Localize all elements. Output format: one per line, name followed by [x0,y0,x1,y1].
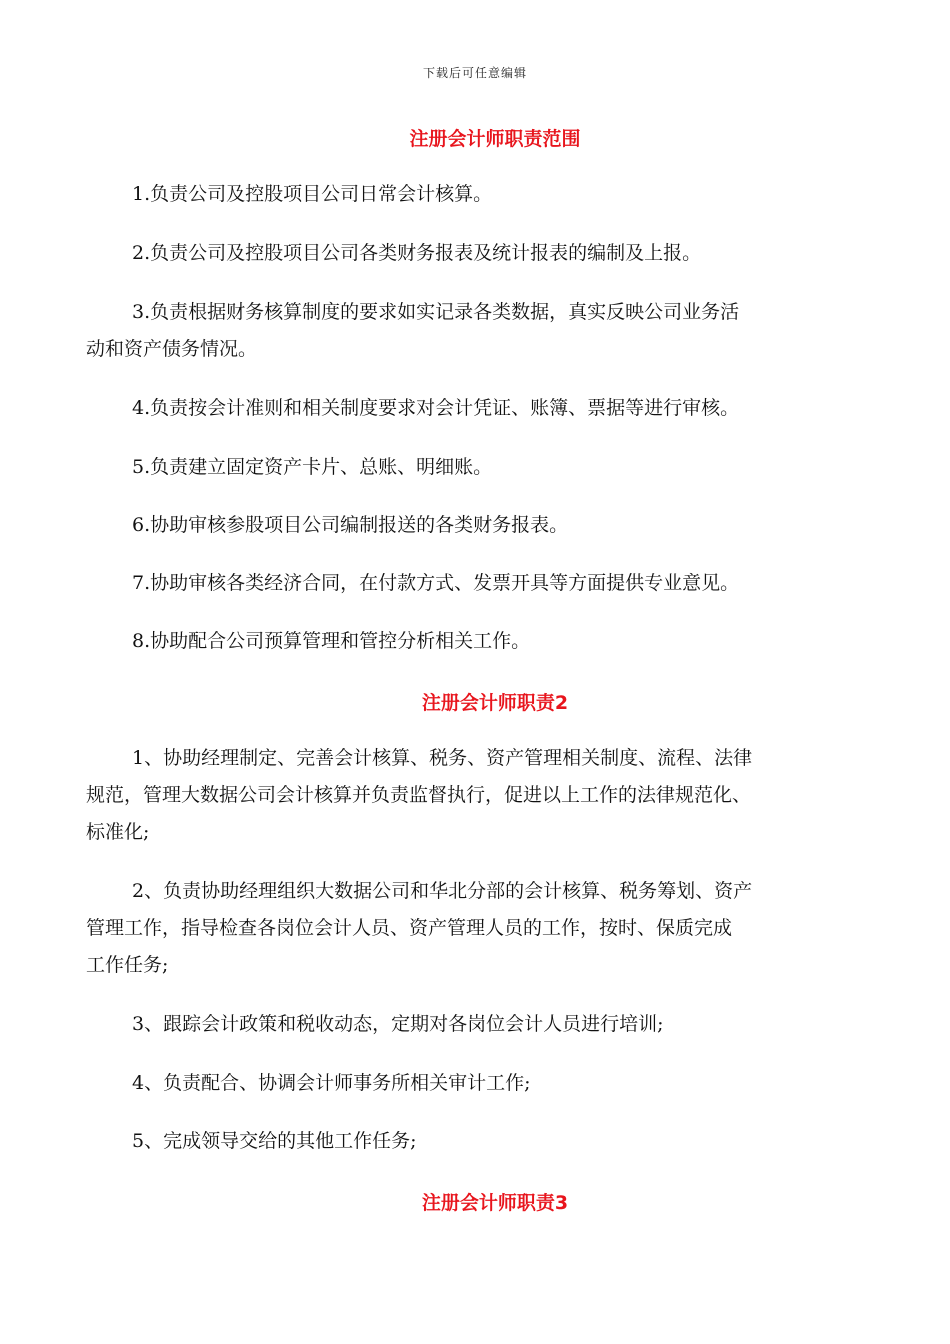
section-title-3: 注册会计师职责3 [421,1192,569,1214]
text-line: 3.负责根据财务核算制度的要求如实记录各类数据，真实反映公司业务活 [132,301,740,323]
text-line: 1.负责公司及控股项目公司日常会计核算。 [132,183,493,205]
paragraph-s2-2 [86,873,866,984]
paragraph-s2-1 [86,740,866,851]
paragraph-s1-4 [86,390,866,427]
text-line: 4、负责配合、协调会计师事务所相关审计工作; [132,1072,531,1094]
paragraph-s1-7 [86,565,866,602]
paragraph-s1-1 [86,176,866,213]
paragraph-s1-5 [86,449,866,486]
text-line: 3、跟踪会计政策和税收动态，定期对各岗位会计人员进行培训; [132,1013,664,1035]
text-line: 8.协助配合公司预算管理和管控分析相关工作。 [132,630,531,652]
section-title-1: 注册会计师职责范围 [409,128,581,150]
paragraph-s1-8 [86,623,866,660]
text-line: 1、协助经理制定、完善会计核算、税务、资产管理相关制度、流程、法律 [132,747,753,769]
text-line: 4.负责按会计准则和相关制度要求对会计凭证、账簿、票据等进行审核。 [132,397,740,419]
text-line: 规范，管理大数据公司会计核算并负责监督执行，促进以上工作的法律规范化、 [86,784,752,806]
paragraph-s1-6 [86,507,866,544]
section-title-2: 注册会计师职责2 [421,692,569,714]
text-line: 5.负责建立固定资产卡片、总账、明细账。 [132,456,493,478]
text-line: 工作任务; [86,954,169,976]
paragraph-s2-4 [86,1065,866,1102]
paragraph-s2-3 [86,1006,866,1043]
paragraph-s2-5 [86,1123,866,1160]
text-line: 6.协助审核参股项目公司编制报送的各类财务报表。 [132,514,569,536]
text-line: 5、完成领导交给的其他工作任务; [132,1130,417,1152]
text-line: 2.负责公司及控股项目公司各类财务报表及统计报表的编制及上报。 [132,242,702,264]
header-note: 下载后可任意编辑 [422,66,527,80]
text-line: 2、负责协助经理组织大数据公司和华北分部的会计核算、税务筹划、资产 [132,880,753,902]
paragraph-s1-3 [86,294,866,368]
paragraph-s1-2 [86,235,866,272]
text-line: 7.协助审核各类经济合同，在付款方式、发票开具等方面提供专业意见。 [132,572,740,594]
text-line: 管理工作，指导检查各岗位会计人员、资产管理人员的工作，按时、保质完成 [86,917,733,939]
text-line: 标准化; [86,821,150,843]
text-line: 动和资产债务情况。 [86,338,258,360]
